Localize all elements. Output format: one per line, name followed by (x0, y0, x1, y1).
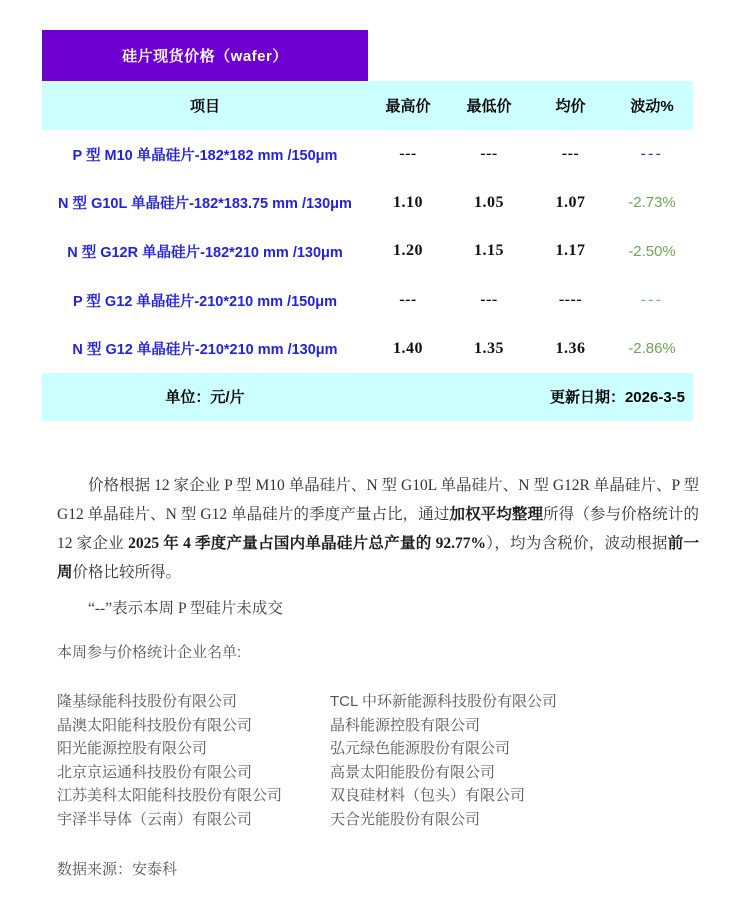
avg-price: ---- (558, 291, 583, 309)
product-name: P 型 M10 单晶硅片-182*182 mm /150μm (72, 147, 338, 164)
paragraph-segment: ），均为含税价，波动根据 (486, 535, 668, 552)
table-row (42, 130, 693, 179)
high-price: 1.20 (393, 242, 423, 260)
table-footer-row (42, 373, 693, 421)
table-row (42, 324, 693, 373)
column-header-avg: 均价 (555, 98, 586, 115)
change-percent: -2.86% (628, 340, 676, 358)
change-percent: --- (640, 291, 664, 308)
list-item: 天合光能股份有限公司 (330, 810, 481, 828)
low-price: --- (480, 145, 498, 163)
table-row (42, 227, 693, 276)
column-header-item: 项目 (189, 98, 220, 115)
column-header-high: 最高价 (385, 98, 431, 115)
product-name: N 型 G12R 单晶硅片-182*210 mm /130μm (67, 244, 343, 261)
column-header-low: 最低价 (466, 98, 512, 115)
low-price: 1.05 (474, 193, 504, 211)
high-price: 1.40 (393, 339, 423, 357)
high-price: --- (399, 291, 417, 309)
avg-price: 1.07 (555, 193, 586, 211)
list-item: 江苏美科太阳能科技股份有限公司 (57, 787, 283, 805)
paragraph-segment: 所得（参与价格统计的 12 家企业 (57, 506, 699, 552)
list-item: 高景太阳能股份有限公司 (330, 763, 496, 781)
high-price: --- (399, 145, 417, 163)
paragraph-segment-bold: 前一周 (57, 535, 699, 581)
company-list (57, 690, 657, 832)
column-header-change: 波动% (630, 98, 674, 115)
change-percent: -2.50% (628, 242, 676, 260)
list-item: 隆基绿能科技股份有限公司 (57, 693, 238, 710)
avg-price: --- (561, 145, 580, 163)
list-item: 晶科能源控股有限公司 (330, 716, 481, 734)
unit-label: 单位：元/片 (165, 389, 245, 407)
paragraph-segment-bold: 2025 年 4 季度产量占国内单晶硅片总产量的 92.77% (128, 535, 486, 552)
product-name: N 型 G12 单晶硅片-210*210 mm /130μm (72, 342, 338, 359)
change-percent: --- (640, 145, 664, 162)
data-source-label: 数据来源：安泰科 (57, 861, 178, 878)
list-item: 阳光能源控股有限公司 (57, 740, 208, 758)
change-percent: -2.73% (628, 194, 676, 212)
methodology-paragraph (57, 471, 699, 587)
paragraph-segment-bold: 加权平均整理 (449, 506, 544, 523)
report-title: 硅片现货价格（wafer） (122, 48, 288, 65)
list-item: 晶澳太阳能科技股份有限公司 (57, 716, 253, 734)
company-list-title: 本周参与价格统计企业名单: (57, 644, 242, 661)
company-list-left-column (57, 690, 330, 832)
list-item: TCL 中环新能源科技股份有限公司 (330, 693, 557, 710)
low-price: 1.35 (474, 339, 504, 357)
low-price: 1.15 (474, 242, 504, 260)
table-row (42, 276, 693, 325)
table-header-row (42, 81, 693, 130)
table-row (42, 179, 693, 228)
low-price: --- (480, 291, 498, 309)
list-item: 北京京运通科技股份有限公司 (57, 763, 253, 781)
price-table (42, 81, 693, 421)
update-date-label: 更新日期：2026-3-5 (549, 389, 685, 407)
avg-price: 1.36 (555, 339, 586, 357)
list-item: 宇泽半导体（云南）有限公司 (57, 810, 253, 828)
product-name: N 型 G10L 单晶硅片-182*183.75 mm /130μm (58, 196, 352, 213)
product-name: P 型 G12 单晶硅片-210*210 mm /150μm (72, 293, 338, 310)
paragraph-segment: 价格比较所得。 (72, 564, 182, 581)
paragraph-segment: 价格根据 12 家企业 P 型 M10 单晶硅片、N 型 G10L 单晶硅片、N 型 G12R 单晶硅片、P 型 G12 单晶硅片、N 型 G12 单晶硅片的季度产量占比，通过 (57, 477, 699, 523)
company-list-right-column (330, 690, 657, 832)
high-price: 1.10 (393, 193, 423, 211)
list-item: 弘元绿色能源股份有限公司 (330, 740, 511, 758)
avg-price: 1.17 (555, 242, 586, 260)
list-item: 双良硅材料（包头）有限公司 (330, 787, 526, 805)
report-title-banner (42, 30, 368, 81)
dash-meaning-note: “--”表示本周 P 型硅片未成交 (88, 600, 283, 617)
